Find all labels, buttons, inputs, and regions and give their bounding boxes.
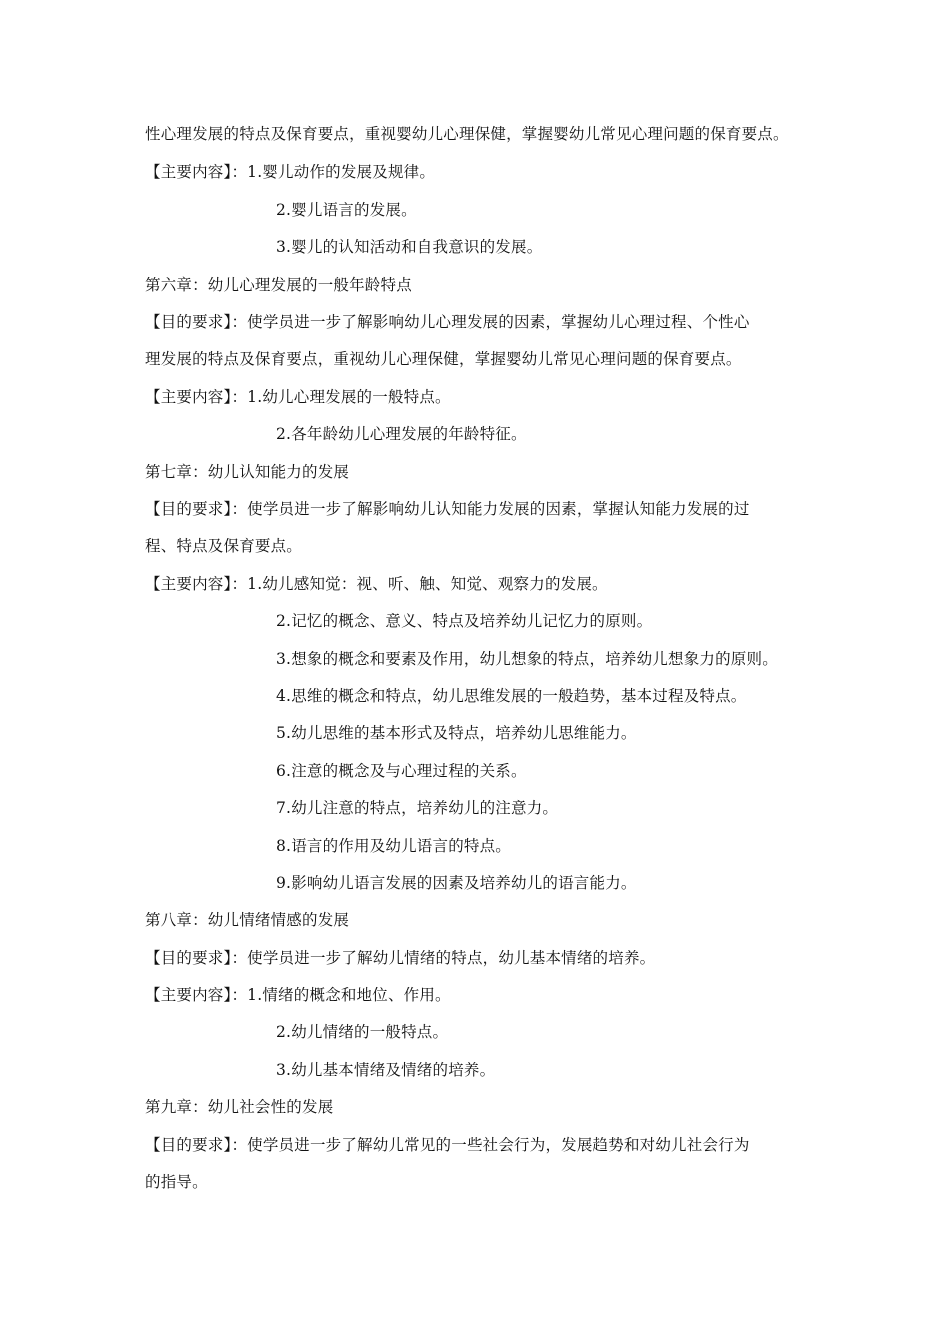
list-item: 4.思维的概念和特点，幼儿思维发展的一般趋势，基本过程及特点。 [276, 687, 747, 705]
text-line: 程、特点及保育要点。 [145, 537, 303, 555]
main-content-line: 【主要内容】：1.情绪的概念和地位、作用。 [145, 986, 451, 1004]
objective-line: 【目的要求】：使学员进一步了解幼儿常见的一些社会行为，发展趋势和对幼儿社会行为 [145, 1136, 750, 1154]
objective-line: 【目的要求】：使学员进一步了解影响幼儿认知能力发展的因素，掌握认知能力发展的过 [145, 500, 750, 518]
list-item: 2.幼儿情绪的一般特点。 [276, 1023, 449, 1041]
list-item: 8.语言的作用及幼儿语言的特点。 [276, 837, 511, 855]
list-item: 5.幼儿思维的基本形式及特点，培养幼儿思维能力。 [276, 724, 637, 742]
list-item: 2.各年龄幼儿心理发展的年龄特征。 [276, 425, 527, 443]
chapter-heading: 第八章：幼儿情绪情感的发展 [145, 911, 350, 929]
chapter-heading: 第九章：幼儿社会性的发展 [145, 1098, 334, 1116]
list-item: 2.婴儿语言的发展。 [276, 201, 417, 219]
list-item: 3.想象的概念和要素及作用，幼儿想象的特点，培养幼儿想象力的原则。 [276, 650, 778, 668]
list-item: 2.记忆的概念、意义、特点及培养幼儿记忆力的原则。 [276, 612, 653, 630]
objective-line: 【目的要求】：使学员进一步了解幼儿情绪的特点，幼儿基本情绪的培养。 [145, 949, 656, 967]
chapter-heading: 第六章：幼儿心理发展的一般年龄特点 [145, 276, 412, 294]
objective-line: 【目的要求】：使学员进一步了解影响幼儿心理发展的因素，掌握幼儿心理过程、个性心 [145, 313, 750, 331]
list-item: 7.幼儿注意的特点，培养幼儿的注意力。 [276, 799, 559, 817]
text-line: 理发展的特点及保育要点，重视幼儿心理保健，掌握婴幼儿常见心理问题的保育要点。 [145, 350, 742, 368]
main-content-line: 【主要内容】：1.幼儿心理发展的一般特点。 [145, 388, 451, 406]
text-line: 的指导。 [145, 1173, 208, 1191]
list-item: 3.幼儿基本情绪及情绪的培养。 [276, 1061, 496, 1079]
text-line: 性心理发展的特点及保育要点，重视婴幼儿心理保健，掌握婴幼儿常见心理问题的保育要点。 [145, 125, 789, 143]
main-content-line: 【主要内容】：1.婴儿动作的发展及规律。 [145, 163, 436, 181]
list-item: 6.注意的概念及与心理过程的关系。 [276, 762, 527, 780]
chapter-heading: 第七章：幼儿认知能力的发展 [145, 463, 350, 481]
list-item: 3.婴儿的认知活动和自我意识的发展。 [276, 238, 543, 256]
main-content-line: 【主要内容】：1.幼儿感知觉：视、听、触、知觉、观察力的发展。 [145, 575, 608, 593]
list-item: 9.影响幼儿语言发展的因素及培养幼儿的语言能力。 [276, 874, 637, 892]
